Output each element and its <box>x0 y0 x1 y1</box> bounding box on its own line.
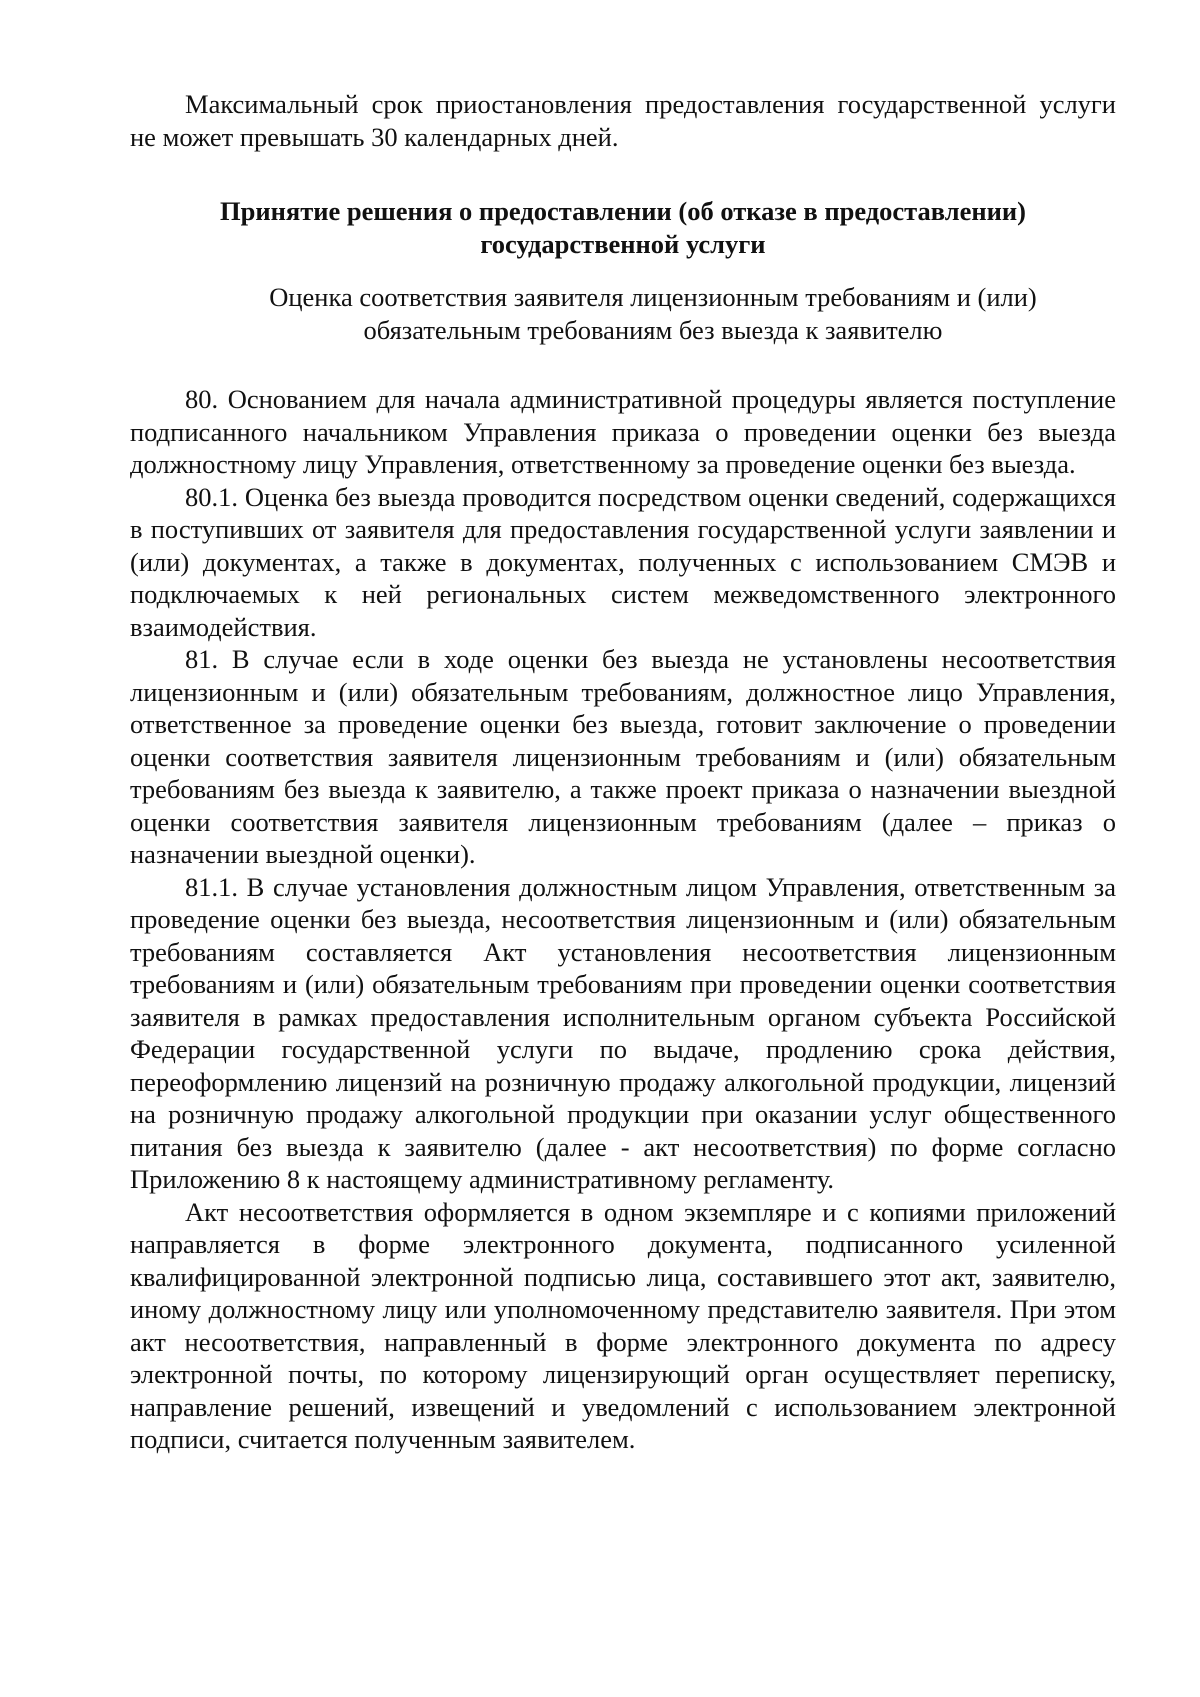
paragraph-81-1: 81.1. В случае установления должностным лицом Управления, ответственным за проведение оценки без выезда, несоответствия лицензионным и (или) обязательным требованиям составляется Акт установления несоответствия лицензионным требованиям и (или) обязательным требованиям при проведении оценки соответствия заявителя в рамках предоставления исполнительным органом субъекта Российской Федерации государственной услуги по выдаче, продлению срока действия, переоформлению лицензий на розничную продажу алкогольной продукции, лицензий на розничную продажу алкогольной продукции при оказании услуг общественного питания без выезда к заявителю (далее - акт несоответствия) по форме согласно Приложению 8 к настоящему административному регламенту. <box>130 871 1116 1194</box>
document-body <box>130 88 1116 1456</box>
intro-paragraph: Максимальный срок приостановления предоставления государственной услуги не может превышать 30 календарных дней. <box>130 89 1116 152</box>
paragraph-81: 81. В случае если в ходе оценки без выезда не установлены несоответствия лицензионным и (или) обязательным требованиям, должностное лицо Управления, ответственное за проведение оценки без выезда, готовит заключение о проведении оценки соответствия заявителя лицензионным требованиям и (или) обязательным требованиям без выезда к заявителю, а также проект приказа о назначении выездной оценки соответствия заявителя лицензионным требованиям (далее – приказ о назначении выездной оценки). <box>130 644 1116 869</box>
section-title <box>130 195 1116 261</box>
spacer <box>130 347 1116 383</box>
subsection-title-line2: обязательным требованиям без выезда к заявителю <box>363 315 943 345</box>
subsection-title-line1: Оценка соответствия заявителя лицензионным требованиям и (или) <box>269 282 1037 312</box>
paragraph-act: Акт несоответствия оформляется в одном экземпляре и с копиями приложений направляется в форме электронного документа, подписанного усиленной квалифицированной электронной подписью лица, составившего этот акт, заявителю, иному должностному лицу или уполномоченному представителю заявителя. При этом акт несоответствия, направленный в форме электронного документа по адресу электронной почты, по которому лицензирующий орган осуществляет переписку, направление решений, извещений и уведомлений с использованием электронной подписи, считается полученным заявителем. <box>130 1196 1116 1454</box>
section-title-line1: Принятие решения о предоставлении (об отказе в предоставлении) <box>220 196 1026 226</box>
paragraph-80-1: 80.1. Оценка без выезда проводится посредством оценки сведений, содержащихся в поступивших от заявителя для предоставления государственной услуги заявлении и (или) документах, а также в документах, полученных с использованием СМЭВ и подключаемых к ней региональных систем межведомственного электронного взаимодействия. <box>130 481 1116 642</box>
subsection-title <box>130 281 1116 347</box>
section-title-line2: государственной услуги <box>480 229 766 259</box>
paragraph-80: 80. Основанием для начала административной процедуры является поступление подписанного начальником Управления приказа о проведении оценки без выезда должностному лицу Управления, ответственному за проведение оценки без выезда. <box>130 384 1116 479</box>
